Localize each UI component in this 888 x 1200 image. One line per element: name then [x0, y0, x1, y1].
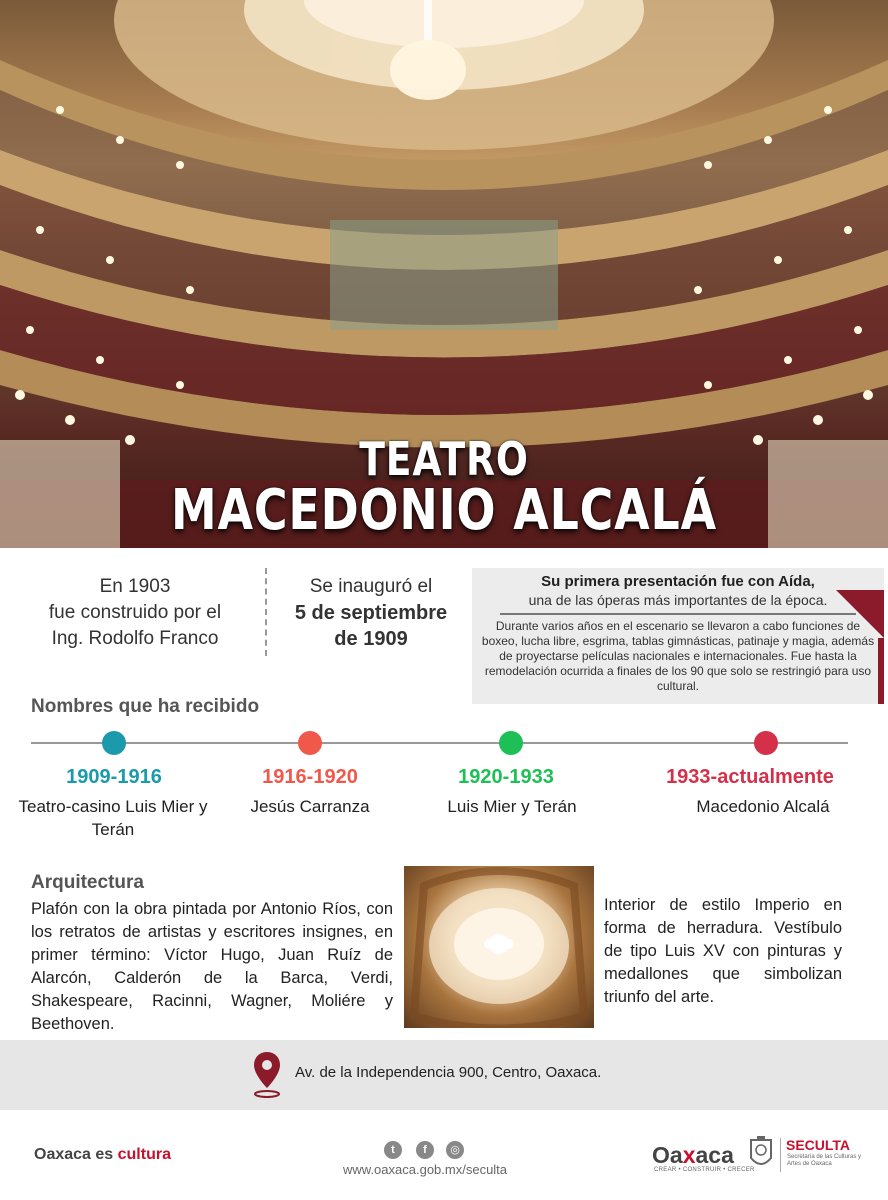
website-link[interactable]: www.oaxaca.gob.mx/seculta — [343, 1162, 508, 1177]
seculta-subtitle: Secretaría de las Culturas y Artes de Oaxaca — [787, 1154, 862, 1167]
instagram-icon[interactable]: ◎ — [446, 1141, 464, 1159]
premiere-separator — [500, 613, 856, 615]
architecture-text-left: Plafón con la obra pintada por Antonio Ríos, con los retratos de artistas y escritores insignes, en primer término: Víctor Hugo, Juan Ruíz de Alarcón, Calderón de la Barca, Verdi, Shakespeare, Racinni, Wagner, Moliére y Beethoven. — [31, 900, 393, 1033]
construction-fact — [20, 574, 250, 652]
footer-brand — [34, 1146, 171, 1164]
logo-part-b: aca — [695, 1142, 734, 1168]
twitter-icon[interactable]: t — [384, 1141, 402, 1159]
premiere-info-box — [472, 568, 884, 704]
premiere-subtitle: una de las óperas más importantes de la época. — [528, 592, 828, 608]
logo-part-x: x — [682, 1142, 696, 1168]
construction-year: En 1903 — [99, 576, 171, 597]
location-pin-icon — [252, 1050, 282, 1098]
timeline-name: Macedonio Alcalá — [696, 797, 830, 816]
names-heading: Nombres que ha recibido — [31, 696, 260, 717]
premiere-description: Durante varios años en el escenario se llevaron a cabo funciones de boxeo, lucha libre, esgrima, tablas gimnásticas, patinaje y magia, además de proyectarse películas nacionales e internacionales. Fue hasta la remodelación ocurrida a finales de los 90 que solo se restringió para uso cultural. — [481, 619, 875, 693]
timeline-dot — [102, 731, 126, 755]
address-text: Av. de la Independencia 900, Centro, Oaxaca. — [295, 1064, 602, 1081]
ceiling-photo — [404, 866, 594, 1028]
premiere-title: Su primera presentación fue con Aída, — [541, 573, 815, 590]
timeline-years: 1933-actualmente — [666, 766, 834, 788]
ceiling-illustration — [404, 866, 594, 1028]
hero-title-line2: MACEDONIO ALCALÁ — [171, 478, 717, 543]
inauguration-fact — [276, 574, 466, 652]
footer-divider — [780, 1138, 781, 1172]
timeline-name: Jesús Carranza — [250, 797, 370, 816]
timeline-years: 1909-1916 — [66, 766, 162, 788]
oaxaca-tagline: CREAR • CONSTRUIR • CRECER — [654, 1167, 755, 1173]
state-seal-icon — [748, 1136, 774, 1172]
timeline-dot — [499, 731, 523, 755]
timeline-dot — [754, 731, 778, 755]
inauguration-line1: Se inauguró el — [309, 576, 433, 597]
footer-brand-prefix: Oaxaca es — [34, 1146, 118, 1163]
timeline-years: 1916-1920 — [262, 766, 358, 788]
architecture-heading: Arquitectura — [31, 872, 144, 893]
timeline-name: Teatro-casino Luis Mier y Terán — [18, 797, 208, 839]
timeline-name: Luis Mier y Terán — [447, 797, 577, 816]
timeline-years: 1920-1933 — [458, 766, 554, 788]
construction-engineer: Ing. Rodolfo Franco — [51, 628, 219, 649]
seculta-logo: SECULTA — [786, 1137, 851, 1153]
footer-brand-accent: cultura — [117, 1146, 171, 1163]
logo-part-a: Oa — [652, 1142, 683, 1168]
corner-accent — [836, 590, 884, 638]
construction-line2: fue construido por el — [48, 602, 222, 623]
facebook-icon[interactable]: f — [416, 1141, 434, 1159]
corner-accent-bar — [878, 638, 884, 704]
hero-title-line1: TEATRO — [359, 432, 529, 486]
timeline-line — [31, 742, 848, 744]
inauguration-year: de 1909 — [334, 628, 408, 650]
inauguration-date: 5 de septiembre — [294, 602, 448, 624]
dashed-divider — [265, 568, 267, 656]
hero-photo — [0, 0, 888, 548]
timeline-dot — [298, 731, 322, 755]
architecture-text-right: Interior de estilo Imperio en forma de herradura. Vestíbulo de tipo Luis XV con pinturas y medallones que simbolizan triunfo del arte. — [604, 896, 842, 1006]
oaxaca-logo — [652, 1142, 734, 1169]
